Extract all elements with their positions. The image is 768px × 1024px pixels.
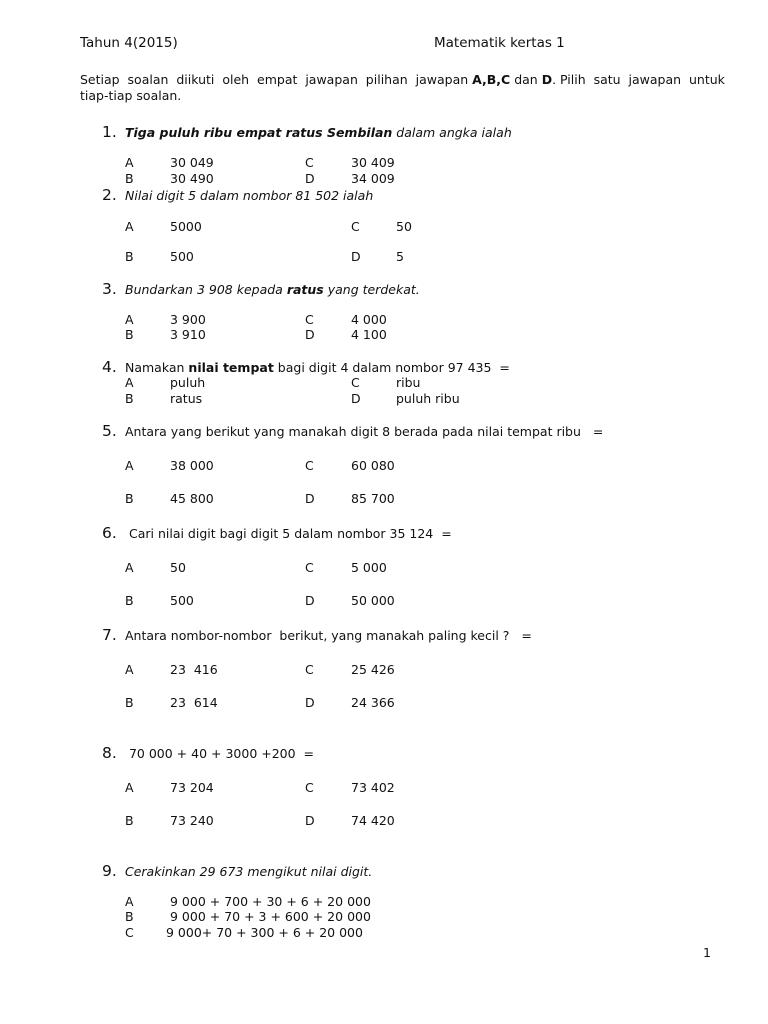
option-letter: A [125, 560, 134, 575]
header-right: Matematik kertas 1 [434, 35, 565, 51]
option-value: ratus [170, 391, 203, 406]
option-letter: B [125, 249, 134, 264]
option-value: 34 009 [351, 171, 395, 186]
header-left: Tahun 4(2015) [80, 35, 178, 51]
option-letter: D [305, 813, 315, 828]
option-letter: C [305, 458, 314, 473]
option-letter: C [351, 375, 360, 390]
option-value: 30 409 [351, 155, 395, 170]
question-text [125, 360, 510, 376]
option-value: 9 000 + 70 + 3 + 600 + 20 000 [170, 909, 371, 924]
option-letter: A [125, 662, 134, 677]
option-value: puluh ribu [396, 391, 460, 406]
option-value: 5000 [170, 219, 202, 234]
question-text-bold: nilai tempat [188, 360, 274, 375]
option-value: 73 204 [170, 780, 214, 795]
question-text: Antara yang berikut yang manakah digit 8 berada pada nilai tempat ribu = [125, 424, 604, 439]
question-text: Cerakinkan 29 673 mengikut nilai digit. [125, 864, 373, 879]
question-text [125, 282, 420, 298]
instructions-line-2: tiap-tiap soalan. [80, 88, 182, 103]
option-value: 50 [170, 560, 186, 575]
option-letter: D [351, 249, 361, 264]
option-letter: C [305, 155, 314, 170]
instructions-line-1 [80, 72, 725, 88]
question-text-part: yang terdekat. [323, 282, 420, 297]
question-number: 4. [102, 358, 117, 376]
instructions-text: Setiap soalan diikuti oleh empat jawapan pilihan jawapan [80, 72, 473, 87]
option-letter: C [305, 780, 314, 795]
question-text-part: Bundarkan 3 908 kepada [125, 282, 287, 297]
question-number: 5. [102, 422, 117, 440]
option-value: 5 [396, 249, 404, 264]
question-text: Nilai digit 5 dalam nombor 81 502 ialah [125, 188, 374, 203]
instructions-text: . Pilih satu jawapan untuk [552, 72, 725, 87]
option-value: 23 614 [170, 695, 218, 710]
option-letter: A [125, 458, 134, 473]
option-value: 500 [170, 593, 194, 608]
question-text: Antara nombor-nombor berikut, yang manakah paling kecil ? = [125, 628, 532, 643]
option-letter: B [125, 593, 134, 608]
option-value: 60 080 [351, 458, 395, 473]
option-value: 30 490 [170, 171, 214, 186]
instructions-bold-option-d: D [541, 72, 553, 87]
option-value: 50 000 [351, 593, 395, 608]
option-value: 4 000 [351, 312, 387, 327]
question-number: 7. [102, 626, 117, 644]
option-letter: C [305, 662, 314, 677]
option-letter: A [125, 155, 134, 170]
instructions-bold-options: A,B,C [472, 72, 511, 87]
page-number: 1 [703, 945, 711, 960]
option-value: 50 [396, 219, 412, 234]
option-value: 85 700 [351, 491, 395, 506]
option-value: 23 416 [170, 662, 218, 677]
option-value: 4 100 [351, 327, 387, 342]
question-text [125, 125, 512, 141]
option-letter: B [125, 327, 134, 342]
option-letter: A [125, 219, 134, 234]
option-value: puluh [170, 375, 206, 390]
option-value: 25 426 [351, 662, 395, 677]
option-letter: B [125, 171, 134, 186]
option-value: 5 000 [351, 560, 387, 575]
option-letter: B [125, 695, 134, 710]
question-text-part: bagi digit 4 dalam nombor 97 435 = [273, 360, 510, 375]
question-text-bold: ratus [286, 282, 324, 297]
question-text: 70 000 + 40 + 3000 +200 = [125, 746, 314, 761]
option-letter: D [305, 695, 315, 710]
option-value: 73 402 [351, 780, 395, 795]
question-number: 3. [102, 280, 117, 298]
question-number: 1. [102, 123, 117, 141]
option-letter: D [305, 327, 315, 342]
question-number: 8. [102, 744, 117, 762]
option-letter: A [125, 894, 134, 909]
option-letter: B [125, 909, 134, 924]
question-text-part: dalam angka ialah [392, 125, 512, 140]
option-letter: C [305, 560, 314, 575]
question-number: 9. [102, 862, 117, 880]
question-text: Cari nilai digit bagi digit 5 dalam nombor 35 124 = [125, 526, 452, 541]
option-value: 3 900 [170, 312, 206, 327]
option-value: 9 000+ 70 + 300 + 6 + 20 000 [166, 925, 363, 940]
option-letter: B [125, 813, 134, 828]
option-value: 73 240 [170, 813, 214, 828]
option-letter: B [125, 391, 134, 406]
question-number: 2. [102, 186, 117, 204]
option-letter: D [305, 593, 315, 608]
option-value: 9 000 + 700 + 30 + 6 + 20 000 [170, 894, 371, 909]
option-value: 74 420 [351, 813, 395, 828]
question-text-part: Namakan [125, 360, 189, 375]
question-text-bold: Tiga puluh ribu empat ratus Sembilan [125, 125, 393, 140]
option-value: 500 [170, 249, 194, 264]
option-letter: C [125, 925, 134, 940]
option-letter: C [351, 219, 360, 234]
option-letter: A [125, 375, 134, 390]
option-value: ribu [396, 375, 421, 390]
option-letter: A [125, 312, 134, 327]
option-value: 38 000 [170, 458, 214, 473]
option-value: 45 800 [170, 491, 214, 506]
option-letter: D [305, 171, 315, 186]
instructions-text: dan [510, 72, 542, 87]
option-letter: A [125, 780, 134, 795]
question-number: 6. [102, 524, 117, 542]
option-letter: D [351, 391, 361, 406]
option-value: 3 910 [170, 327, 206, 342]
option-value: 24 366 [351, 695, 395, 710]
option-value: 30 049 [170, 155, 214, 170]
option-letter: B [125, 491, 134, 506]
option-letter: C [305, 312, 314, 327]
option-letter: D [305, 491, 315, 506]
